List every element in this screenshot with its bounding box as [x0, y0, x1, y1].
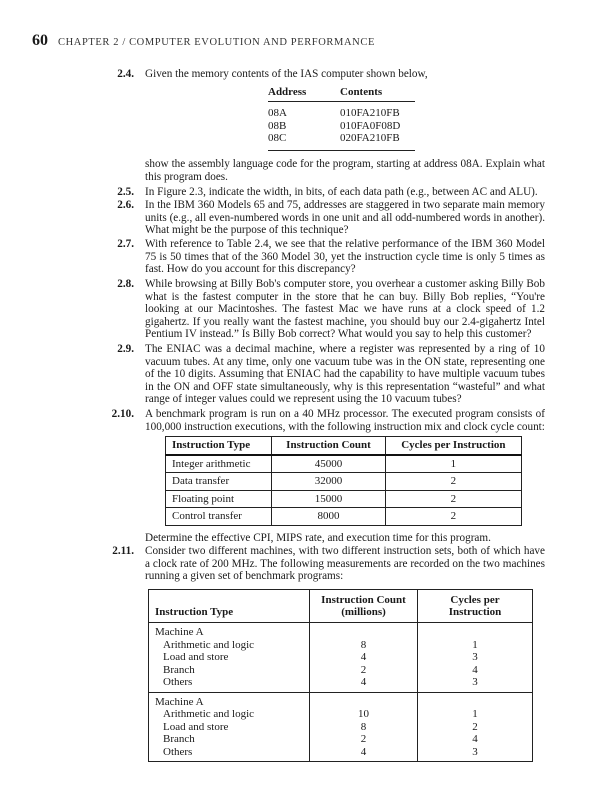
problem-number: 2.11.	[112, 545, 134, 557]
table-row	[166, 490, 522, 508]
cell: 08C	[268, 132, 340, 150]
table-row	[166, 455, 522, 473]
cell: Floating point	[166, 490, 272, 508]
problem-number: 2.10.	[111, 408, 134, 420]
col-header: Address	[268, 86, 307, 98]
cell: 4	[472, 663, 478, 676]
problem-text: In the IBM 360 Models 65 and 75, addresses are staggered in two separate main memory units (e.g., all even-numbered words in one unit and all odd-numbered words in another). What might be the purpose of this technique?	[145, 199, 545, 237]
cell: 2	[310, 733, 418, 746]
cell: 10	[310, 708, 418, 721]
cell: 32000	[272, 473, 385, 491]
problem-text: Given the memory contents of the IAS computer shown below,	[145, 68, 428, 80]
problem-text: Consider two different machines, with two different instruction sets, both of which have a clock rate of 200 MHz. The following measurements are recorded on the two machines running a given set of benchmark programs:	[145, 545, 545, 583]
cell: 2	[385, 508, 521, 526]
problem-number: 2.7.	[117, 238, 134, 250]
page-number: 60	[32, 32, 48, 49]
cell: 8000	[272, 508, 385, 526]
cell: 08B	[268, 119, 287, 132]
cell: 15000	[272, 490, 385, 508]
cell: 2	[385, 473, 521, 491]
problem-text: show the assembly language code for the program, starting at address 08A. Explain what this program does.	[145, 158, 545, 183]
cell: Branch	[149, 733, 310, 746]
benchmark-table	[165, 436, 522, 526]
cell: 2	[472, 720, 478, 733]
cell: Data transfer	[166, 473, 272, 491]
problem-number: 2.5.	[117, 186, 134, 198]
table-row	[149, 639, 533, 652]
col-header: Instruction Type	[149, 590, 310, 623]
cell: 2	[310, 664, 418, 677]
cell: 010FA0F08D	[340, 119, 401, 132]
cell: Branch	[149, 664, 310, 677]
cell: Load and store	[149, 721, 310, 734]
cell: Integer arithmetic	[166, 455, 272, 473]
cell: Arithmetic and logic	[149, 639, 310, 652]
cell: 1	[472, 708, 478, 720]
col-header: Instruction Type	[166, 437, 272, 455]
table-row	[149, 708, 533, 721]
problem-text: In Figure 2.3, indicate the width, in bits, of each data path (e.g., between AC and ALU).	[145, 186, 538, 198]
cell: Others	[149, 746, 310, 762]
cell: 4	[310, 746, 418, 762]
machine-group	[149, 692, 533, 762]
table-row	[149, 721, 533, 734]
table-row	[149, 733, 533, 746]
table-row	[268, 120, 415, 133]
problem-text: A benchmark program is run on a 40 MHz processor. The executed program consists of 100,000 instruction executions, with the following instruction mix and clock cycle count:	[145, 408, 545, 433]
table-row	[166, 473, 522, 491]
problem-text: Determine the effective CPI, MIPS rate, and execution time for this program.	[145, 532, 491, 544]
machine-group	[149, 623, 533, 693]
table-row	[268, 132, 415, 150]
page-header	[32, 32, 375, 50]
group-label: Machine A	[149, 623, 310, 639]
col-header: Instruction Count (millions)	[310, 590, 418, 623]
cell: 1	[472, 638, 478, 651]
cell: 2	[385, 490, 521, 508]
problem-number: 2.9.	[117, 343, 134, 355]
problem-number: 2.4.	[117, 68, 134, 80]
cell: 8	[310, 721, 418, 734]
col-header: Cycles per Instruction	[385, 437, 521, 455]
memory-table	[268, 85, 415, 151]
cell: 010FA210FB	[340, 107, 400, 119]
table-row	[166, 508, 522, 526]
cell: 4	[472, 733, 478, 745]
table-row	[149, 651, 533, 664]
table-row	[149, 676, 533, 692]
cell: 3	[472, 651, 478, 663]
cell: 3	[472, 676, 478, 688]
cell: Arithmetic and logic	[149, 708, 310, 721]
problem-text: With reference to Table 2.4, we see that the relative performance of the IBM 360 Model 75 is 50 times that of the 360 Model 30, yet the instruction cycle time is only 5 times as fast. How do you account for this discrepancy?	[145, 238, 545, 276]
cell: 8	[310, 639, 418, 652]
machine-comparison-table	[148, 589, 533, 762]
cell: Control transfer	[166, 508, 272, 526]
chapter-title: CHAPTER 2 / COMPUTER EVOLUTION AND PERFORMANCE	[58, 37, 375, 48]
group-label: Machine A	[149, 692, 310, 708]
problem-text: While browsing at Billy Bob's computer store, you overhear a customer asking Billy Bob what is the fastest computer in the store that he can buy. Billy Bob replies, “You're looking at our Macintoshes. The fastest Mac we have runs at a clock speed of 1.2 gigahertz. If you really want the fastest machine, you should buy our 2.4-gigahertz Intel Pentium IV instead.” Is Billy Bob correct? What would you say to help this customer?	[145, 278, 545, 341]
cell: Others	[149, 676, 310, 692]
problem-number: 2.8.	[117, 278, 134, 290]
table-row	[149, 664, 533, 677]
cell: 020FA210FB	[340, 132, 415, 150]
cell: 3	[472, 745, 478, 758]
cell: 08A	[268, 107, 287, 119]
col-header: Instruction Count	[272, 437, 385, 455]
problem-text: The ENIAC was a decimal machine, where a register was represented by a ring of 10 vacuum tubes. At any time, only one vacuum tube was in the ON state, representing one of the 10 digits. Assuming that ENIAC had the capability to have multiple vacuum tubes in the ON and OFF state simultaneously, why is this representation “wasteful” and what range of integer values could we represent using the 10 vacuum tubes?	[145, 343, 545, 406]
col-header: Contents	[340, 86, 383, 98]
problem-number: 2.6.	[117, 199, 134, 211]
table-row	[268, 102, 415, 120]
table-row	[149, 746, 533, 762]
cell: 1	[385, 455, 521, 473]
col-header: Cycles per Instruction	[448, 594, 502, 618]
cell: 45000	[272, 455, 385, 473]
cell: 4	[310, 651, 418, 664]
cell: Load and store	[149, 651, 310, 664]
cell: 4	[310, 676, 418, 692]
